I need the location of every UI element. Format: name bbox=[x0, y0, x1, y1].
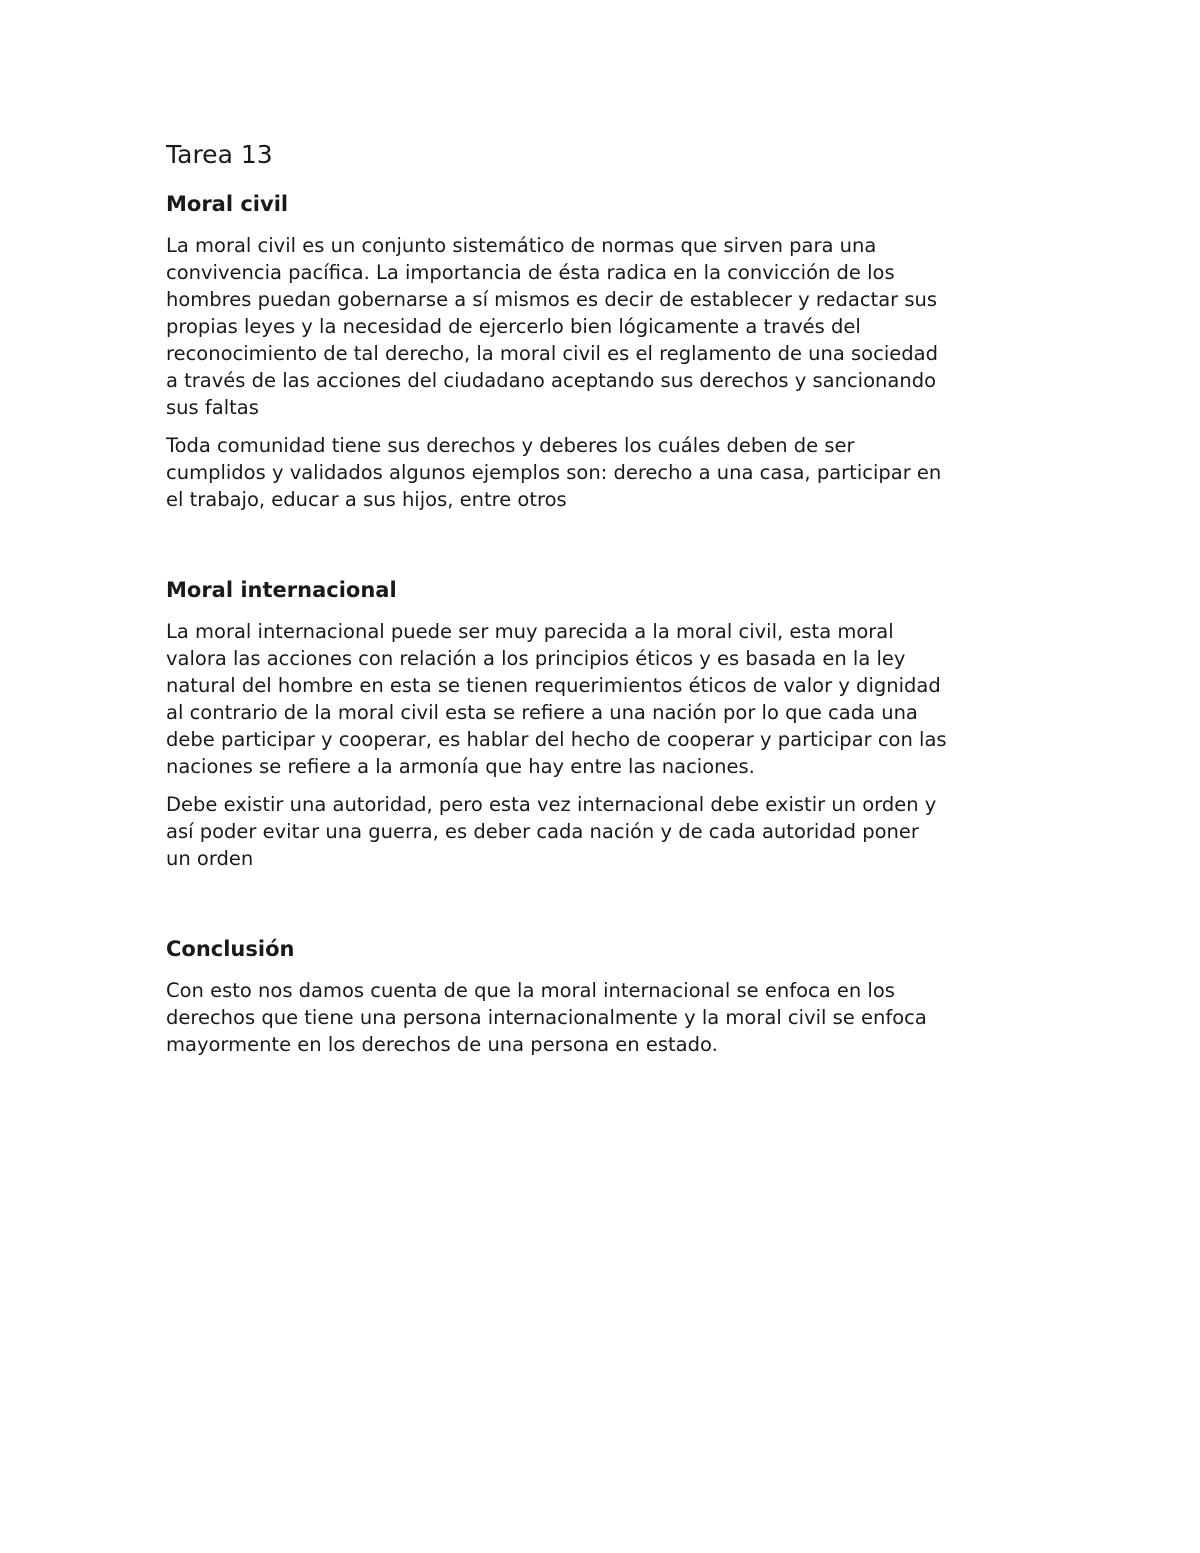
paragraph: Debe existir una autoridad, pero esta vez internacional debe existir un orden y así poder evitar una guerra, es deber cada nación y de cada autoridad poner un orden bbox=[166, 793, 937, 870]
paragraph: Toda comunidad tiene sus derechos y deberes los cuáles deben de ser cumplidos y validados algunos ejemplos son: derecho a una casa, participar en el trabajo, educar a sus hijos, entre otros bbox=[166, 434, 942, 511]
section-moral-internacional bbox=[166, 576, 1046, 872]
section-heading: Moral civil bbox=[166, 192, 289, 216]
paragraph: La moral civil es un conjunto sistemático de normas que sirven para una convivencia pacífica. La importancia de ésta radica en la convicción de los hombres puedan gobernarse a sí mismos es decir de establecer y redactar sus propias leyes y la necesidad de ejercerlo bien lógicamente a través del reconocimiento de tal derecho, la moral civil es el reglamento de una sociedad a través de las acciones del ciudadano aceptando sus derechos y sancionando sus faltas bbox=[166, 234, 938, 419]
section-spacer bbox=[166, 883, 1046, 935]
section-moral-civil bbox=[166, 190, 1046, 513]
paragraph: La moral internacional puede ser muy parecida a la moral civil, esta moral valora las acciones con relación a los principios éticos y es basada en la ley natural del hombre en esta se tienen requerimientos éticos de valor y dignidad al contrario de la moral civil esta se refiere a una nación por lo que cada una debe participar y cooperar, es hablar del hecho de cooperar y participar con las naciones se refiere a la armonía que hay entre las naciones. bbox=[166, 620, 947, 778]
section-spacer bbox=[166, 524, 1046, 576]
section-heading: Conclusión bbox=[166, 937, 295, 961]
paragraph: Con esto nos damos cuenta de que la moral internacional se enfoca en los derechos que tiene una persona internacionalmente y la moral civil se enfoca mayormente en los derechos de una persona en estado. bbox=[166, 979, 927, 1056]
document-page bbox=[166, 138, 1046, 1069]
section-heading: Moral internacional bbox=[166, 578, 397, 602]
document-title: Tarea 13 bbox=[166, 140, 273, 169]
section-conclusion bbox=[166, 935, 1046, 1058]
